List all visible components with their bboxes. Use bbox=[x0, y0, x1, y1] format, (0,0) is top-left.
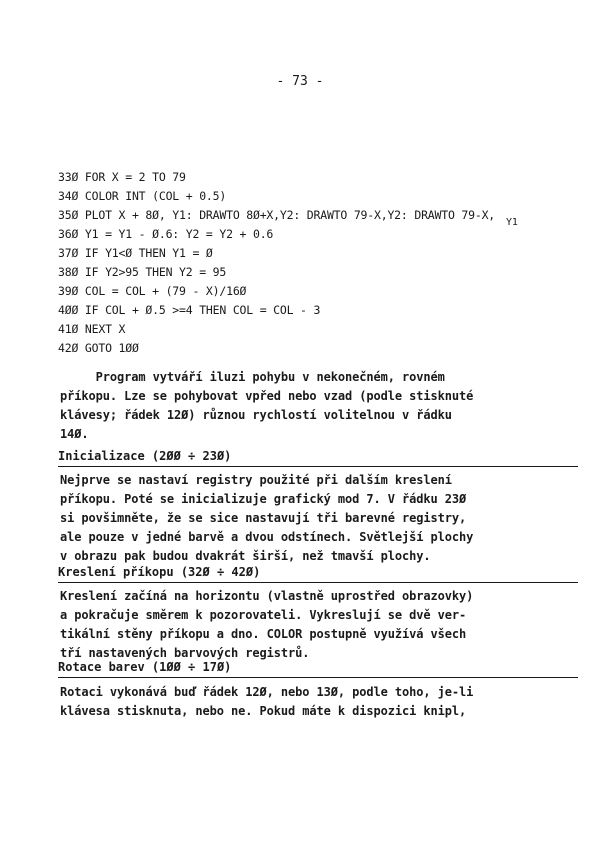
section-heading-text: Kreslení příkopu (32Ø ÷ 42Ø) bbox=[58, 565, 261, 579]
paragraph-line: Nejprve se nastaví registry použité při dalším kreslení bbox=[60, 473, 452, 487]
paragraph-line: příkopu. Lze se pohybovat vpřed nebo vzad (podle stisknuté bbox=[60, 389, 474, 403]
paragraph-line: v obrazu pak budou dvakrát širší, než tmavší plochy. bbox=[60, 549, 431, 563]
paragraph-line: ale pouze v jedné barvě a dvou odstínech. Světlejší plochy bbox=[60, 530, 474, 544]
paragraph-line: klávesy; řádek 12Ø) různou rychlostí volitelnou v řádku bbox=[60, 408, 452, 422]
section-body-kresleni bbox=[60, 587, 545, 663]
code-line: 34Ø COLOR INT (COL + 0.5) bbox=[58, 189, 227, 203]
section-heading-inicializace bbox=[58, 448, 578, 467]
code-line: 4ØØ IF COL + Ø.5 >=4 THEN COL = COL - 3 bbox=[58, 303, 321, 317]
paragraph-line: klávesa stisknuta, nebo ne. Pokud máte k dispozici knipl, bbox=[60, 704, 467, 718]
paragraph-line: tří nastavených barvových registrů. bbox=[60, 646, 310, 660]
section-heading-kresleni bbox=[58, 564, 578, 583]
section-body-rotace bbox=[60, 683, 545, 721]
code-line bbox=[58, 206, 588, 228]
code-line: 42Ø GOTO 1ØØ bbox=[58, 341, 139, 355]
code-line: 39Ø COL = COL + (79 - X)/16Ø bbox=[58, 284, 247, 298]
paragraph-line: a pokračuje směrem k pozorovateli. Vykreslují se dvě ver- bbox=[60, 608, 467, 622]
section-heading-text: Inicializace (2ØØ ÷ 23Ø) bbox=[58, 449, 232, 463]
page-number: - 73 - bbox=[276, 74, 324, 89]
section-body-inicializace bbox=[60, 471, 545, 566]
code-line: 37Ø IF Y1<Ø THEN Y1 = Ø bbox=[58, 246, 213, 260]
paragraph-line: příkopu. Poté se inicializuje grafický mod 7. V řádku 23Ø bbox=[60, 492, 467, 506]
paragraph-line: 14Ø. bbox=[60, 427, 89, 441]
paragraph-line: tikální stěny příkopu a dno. COLOR postupně využívá všech bbox=[60, 627, 467, 641]
code-line: 33Ø FOR X = 2 TO 79 bbox=[58, 170, 186, 184]
code-line: 38Ø IF Y2>95 THEN Y2 = 95 bbox=[58, 265, 227, 279]
section-heading-text: Rotace barev (1ØØ ÷ 17Ø) bbox=[58, 660, 232, 674]
code-line: 36Ø Y1 = Y1 - Ø.6: Y2 = Y2 + 0.6 bbox=[58, 227, 274, 241]
code-line: 41Ø NEXT X bbox=[58, 322, 126, 336]
code-line-text: 35Ø PLOT X + 8Ø, Y1: DRAWTO 8Ø+X,Y2: DRAWTO 79-X,Y2: DRAWTO 79-X, bbox=[58, 208, 496, 222]
section-heading-rotace bbox=[58, 659, 578, 678]
paragraph-line: Program vytváří iluzi pohybu v nekonečném, rovném bbox=[60, 370, 445, 384]
paragraph-line: Rotaci vykonává buď řádek 12Ø, nebo 13Ø, podle toho, je-li bbox=[60, 685, 474, 699]
paragraph-line: si povšimněte, že se sice nastavují tři barevné registry, bbox=[60, 511, 467, 525]
intro-paragraph bbox=[60, 368, 545, 444]
paragraph-line: Kreslení začíná na horizontu (vlastně uprostřed obrazovky) bbox=[60, 589, 474, 603]
code-listing bbox=[58, 168, 588, 358]
code-line-continuation: Y1 bbox=[506, 217, 518, 228]
